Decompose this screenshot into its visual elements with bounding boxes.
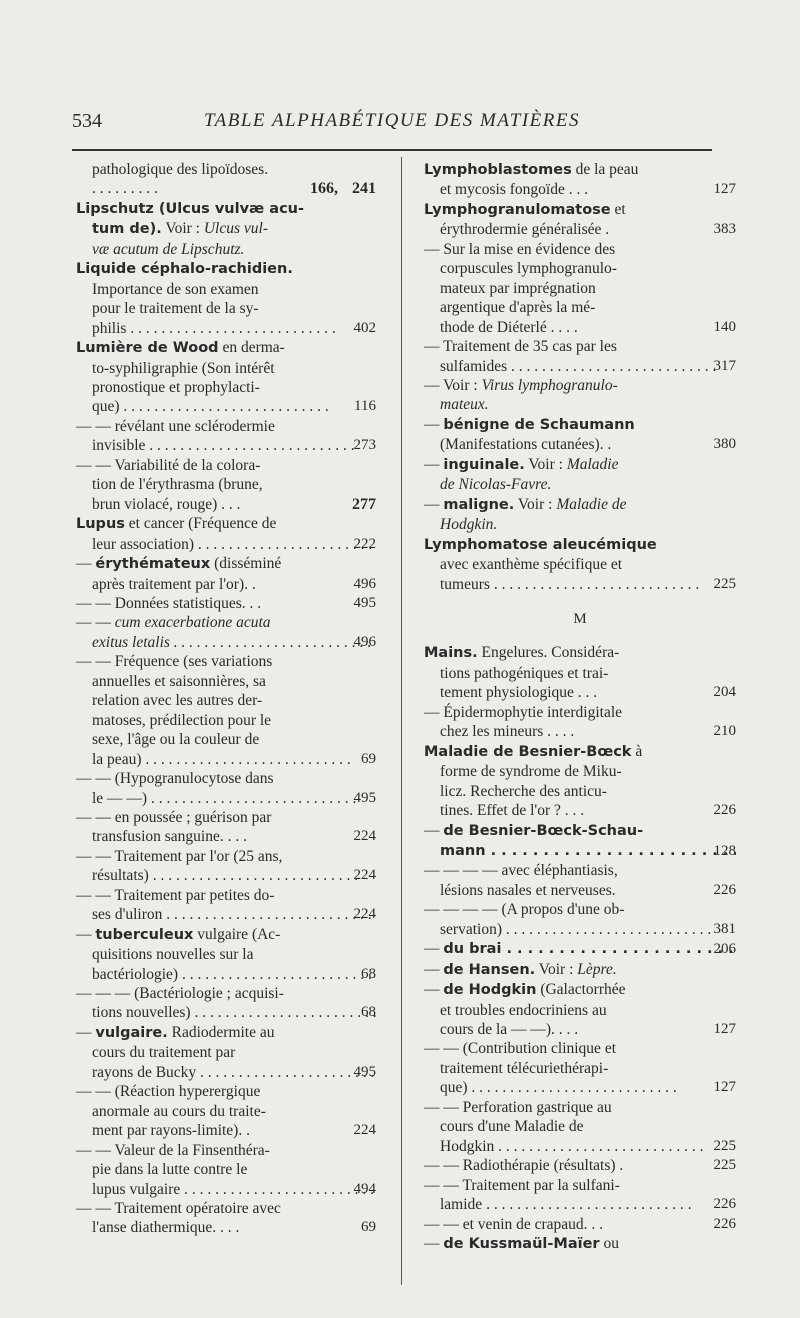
index-entry: Lymphomatose aleucémique avec exanthème spécifique et tumeurs . . . 225 [424,535,736,594]
entry-heading: tuberculeux [95,926,194,943]
page-ref: 224 [353,867,376,884]
entry-heading: de Hansen. [443,961,536,978]
entry-heading: Maladie de Besnier-Bœck [424,743,632,760]
page-ref: 495 [353,1063,376,1080]
index-entry: — — Valeur de la Finsenthéra- pie dans la lutte contre le lupus vulgaire . . . 494 [76,1141,376,1199]
index-entry: — Voir : Virus lymphogranulo- mateux. [424,376,618,414]
index-entry: — — (Contribution clinique et traitement télécuriethérapi- que) . . . 127 [424,1039,736,1097]
page-ref: 226 [713,1215,736,1232]
page-ref: 69 [361,1219,376,1236]
index-entry: — — Fréquence (ses variations annuelles et saisonnières, sa relation avec les autres der- matoses, prédilection pour le sexe, l'âge ou la couleur de la peau) . . . 69 [76,652,376,769]
header-rule [72,149,712,151]
page-ref: 68 [361,1004,376,1021]
page-ref: 225 [713,575,736,592]
index-entry: — de Hansen. Voir : Lèpre. [424,960,617,978]
page-ref: 127 [713,1079,736,1096]
page-ref: 494 [353,1180,376,1197]
entry-heading: Liquide céphalo-rachidien. [76,261,293,278]
index-entry: — — — (Bactériologie ; acquisi- tions nouvelles) . . . 68 [76,984,376,1023]
index-entry: — bénigne de Schaumann (Manifestations cutanées). . 380 [424,415,736,454]
page-ref: 224 [353,1122,376,1139]
entry-heading: vulgaire. [95,1024,168,1041]
entry-heading: maligne. [443,496,515,513]
page-ref: 241 [352,180,376,198]
index-entry: — inguinale. Voir : Maladie de Nicolas-Favre. [424,455,619,494]
entry-heading: Lupus [76,516,125,533]
index-entry: — — — — (A propos d'une ob- servation) . . . 381 [424,900,736,939]
index-entry: — — Perforation gastrique au cours d'une Maladie de Hodgkin . . . 225 [424,1098,736,1156]
index-entry: — — révélant une sclérodermie invisible . . . 273 [76,417,376,456]
column-divider [401,157,402,1285]
index-entry: — maligne. Voir : Maladie de Hodgkin. [424,495,627,534]
page-ref: 166, [310,180,338,198]
index-column-right [424,160,736,1254]
index-entry: — — cum exacerbatione acuta exitus letalis . . . 496 [76,613,376,652]
index-entry: — — Traitement par petites do- ses d'uliron . . . 224 [76,886,376,925]
index-entry: Lymphogranulomatose et érythrodermie généralisée . 383 [424,200,736,239]
entry-heading: Mains. [424,645,478,662]
page-ref: 127 [713,1021,736,1038]
page-ref: 128 [713,842,736,859]
page-header [72,110,712,140]
entry-heading: de Besnier-Bœck-Schau- [443,822,644,839]
index-entry: Mains. Engelures. Considéra- tions pathogéniques et trai- tement physiologique . . . 204 [424,644,736,702]
page-ref: 225 [713,1137,736,1154]
page-ref: 381 [713,920,736,937]
index-entry: Lymphoblastomes de la peau et mycosis fongoïde . . . 127 [424,161,736,199]
page-ref: 380 [713,436,736,453]
entry-heading: Lymphogranulomatose [424,201,611,218]
index-entry: — Sur la mise en évidence des corpuscules lymphogranulo- mateux par imprégnation argentique d'après la mé- thode de Diéterlé . . . . 140 [424,240,736,336]
index-entry: — tuberculeux vulgaire (Ac- quisitions nouvelles sur la bactériologie) . . . 68 [76,925,376,984]
index-entry: — — Traitement opératoire avec l'anse diathermique. . . . 69 [76,1200,376,1237]
index-entry: Maladie de Besnier-Bœck à forme de syndrome de Miku- licz. Recherche des anticu- tines. Effet de l'or ? . . . 226 [424,742,736,820]
index-entry: Lumière de Wood en derma- to-syphiligraphie (Son intérêt pronostique et prophylacti- que) . . . 116 [76,338,376,417]
page-ref: 127 [713,181,736,198]
index-entry: — — Traitement par la sulfani- lamide . . . 226 [424,1176,736,1215]
page-ref: 495 [353,594,376,611]
index-entry: — — — — avec éléphantiasis, lésions nasales et nerveuses. 226 [424,862,736,899]
index-column-left [76,160,376,1238]
entry-heading: de Hodgkin [443,982,537,999]
index-entry: — Épidermophytie interdigitale chez les mineurs . . . . 210 [424,703,736,741]
index-entry: Lupus et cancer (Fréquence de leur association) . . . 222 [76,514,376,554]
page-ref: 402 [353,319,376,336]
page-ref: 495 [353,789,376,806]
index-entry: — — Radiothérapie (résultats) . 225 [424,1157,736,1175]
index-entry: — du brai . . . 206 [424,939,736,959]
index-entry: — érythémateux (disséminé après traitement par l'or). . 496 [76,555,376,593]
page-ref: 273 [353,437,376,454]
running-title: TABLE ALPHABÉTIQUE DES MATIÈRES [204,110,580,131]
index-entry: — vulgaire. Radiodermite au cours du traitement par rayons de Bucky . . . 495 [76,1023,376,1082]
section-letter: M [573,610,587,627]
page-ref: 210 [713,723,736,740]
page-ref: 204 [713,684,736,701]
page-ref: 317 [713,357,736,374]
index-entry: — — (Hypogranulocytose dans le — —) . . . 495 [76,769,376,808]
index-entry: — — Traitement par l'or (25 ans, résultats) . . . 224 [76,847,376,886]
entry-heading: inguinale. [443,456,525,473]
entry-heading: érythémateux [95,556,211,573]
entry-heading: du brai . . . [443,941,736,957]
entry-heading: Lumière de Wood [76,340,219,357]
entry-heading: Lymphoblastomes [424,162,572,178]
page-ref: 226 [713,802,736,819]
page-ref: 383 [713,221,736,238]
index-entry: — — (Réaction hyperergique anormale au cours du traite- ment par rayons-limite). . 224 [76,1083,376,1140]
index-entry: — — Données statistiques. . . 495 [76,594,376,612]
page-ref: 68 [361,965,376,982]
page-ref: 226 [713,1196,736,1213]
page-ref: 225 [713,1157,736,1174]
page-ref: 206 [713,941,736,958]
page-ref: 496 [353,575,376,592]
entry-heading: de Kussmaül-Maïer [443,1236,600,1253]
index-entry: — — en poussée ; guérison par transfusion sanguine. . . . 224 [76,808,376,846]
page-ref: 140 [713,318,736,335]
index-entry: Lipschutz (Ulcus vulvæ acu- tum de). Voir : Ulcus vul- væ acutum de Lipschutz. [76,200,305,258]
page-ref: 116 [354,398,376,415]
index-entry: — de Kussmaül-Maïer ou [424,1235,619,1253]
index-entry: — — et venin de crapaud. . . 226 [424,1215,736,1233]
page-ref: 226 [713,881,736,898]
page-ref: 224 [353,906,376,923]
index-entry: — de Besnier-Bœck-Schau- mann . . . 128 [424,821,736,862]
page-ref: 222 [353,535,376,552]
index-entry: — — Variabilité de la colora- tion de l'érythrasma (brune, brun violacé, rouge) . . . 277 [76,456,376,513]
page-ref: 277 [352,495,376,513]
page-ref: 496 [353,633,376,650]
index-entry: — de Hodgkin (Galactorrhée et troubles endocriniens au cours de la — —). . . . 127 [424,981,736,1039]
entry-heading: bénigne de Schaumann [443,416,635,433]
index-entry: — Traitement de 35 cas par les sulfamides . . . 317 [424,337,736,376]
index-entry: Liquide céphalo-rachidien. Importance de son examen pour le traitement de la sy- philis . . . 402 [76,259,376,338]
page-ref: 224 [353,828,376,845]
entry-heading: Lipschutz (Ulcus vulvæ acu- [76,200,305,217]
entry-heading: Lymphomatose aleucémique [424,536,657,553]
index-entry: pathologique des lipoïdoses. . . . . . . . . . 166, 241 [92,161,376,198]
page-ref: 69 [361,750,376,767]
page-number: 534 [72,110,102,132]
